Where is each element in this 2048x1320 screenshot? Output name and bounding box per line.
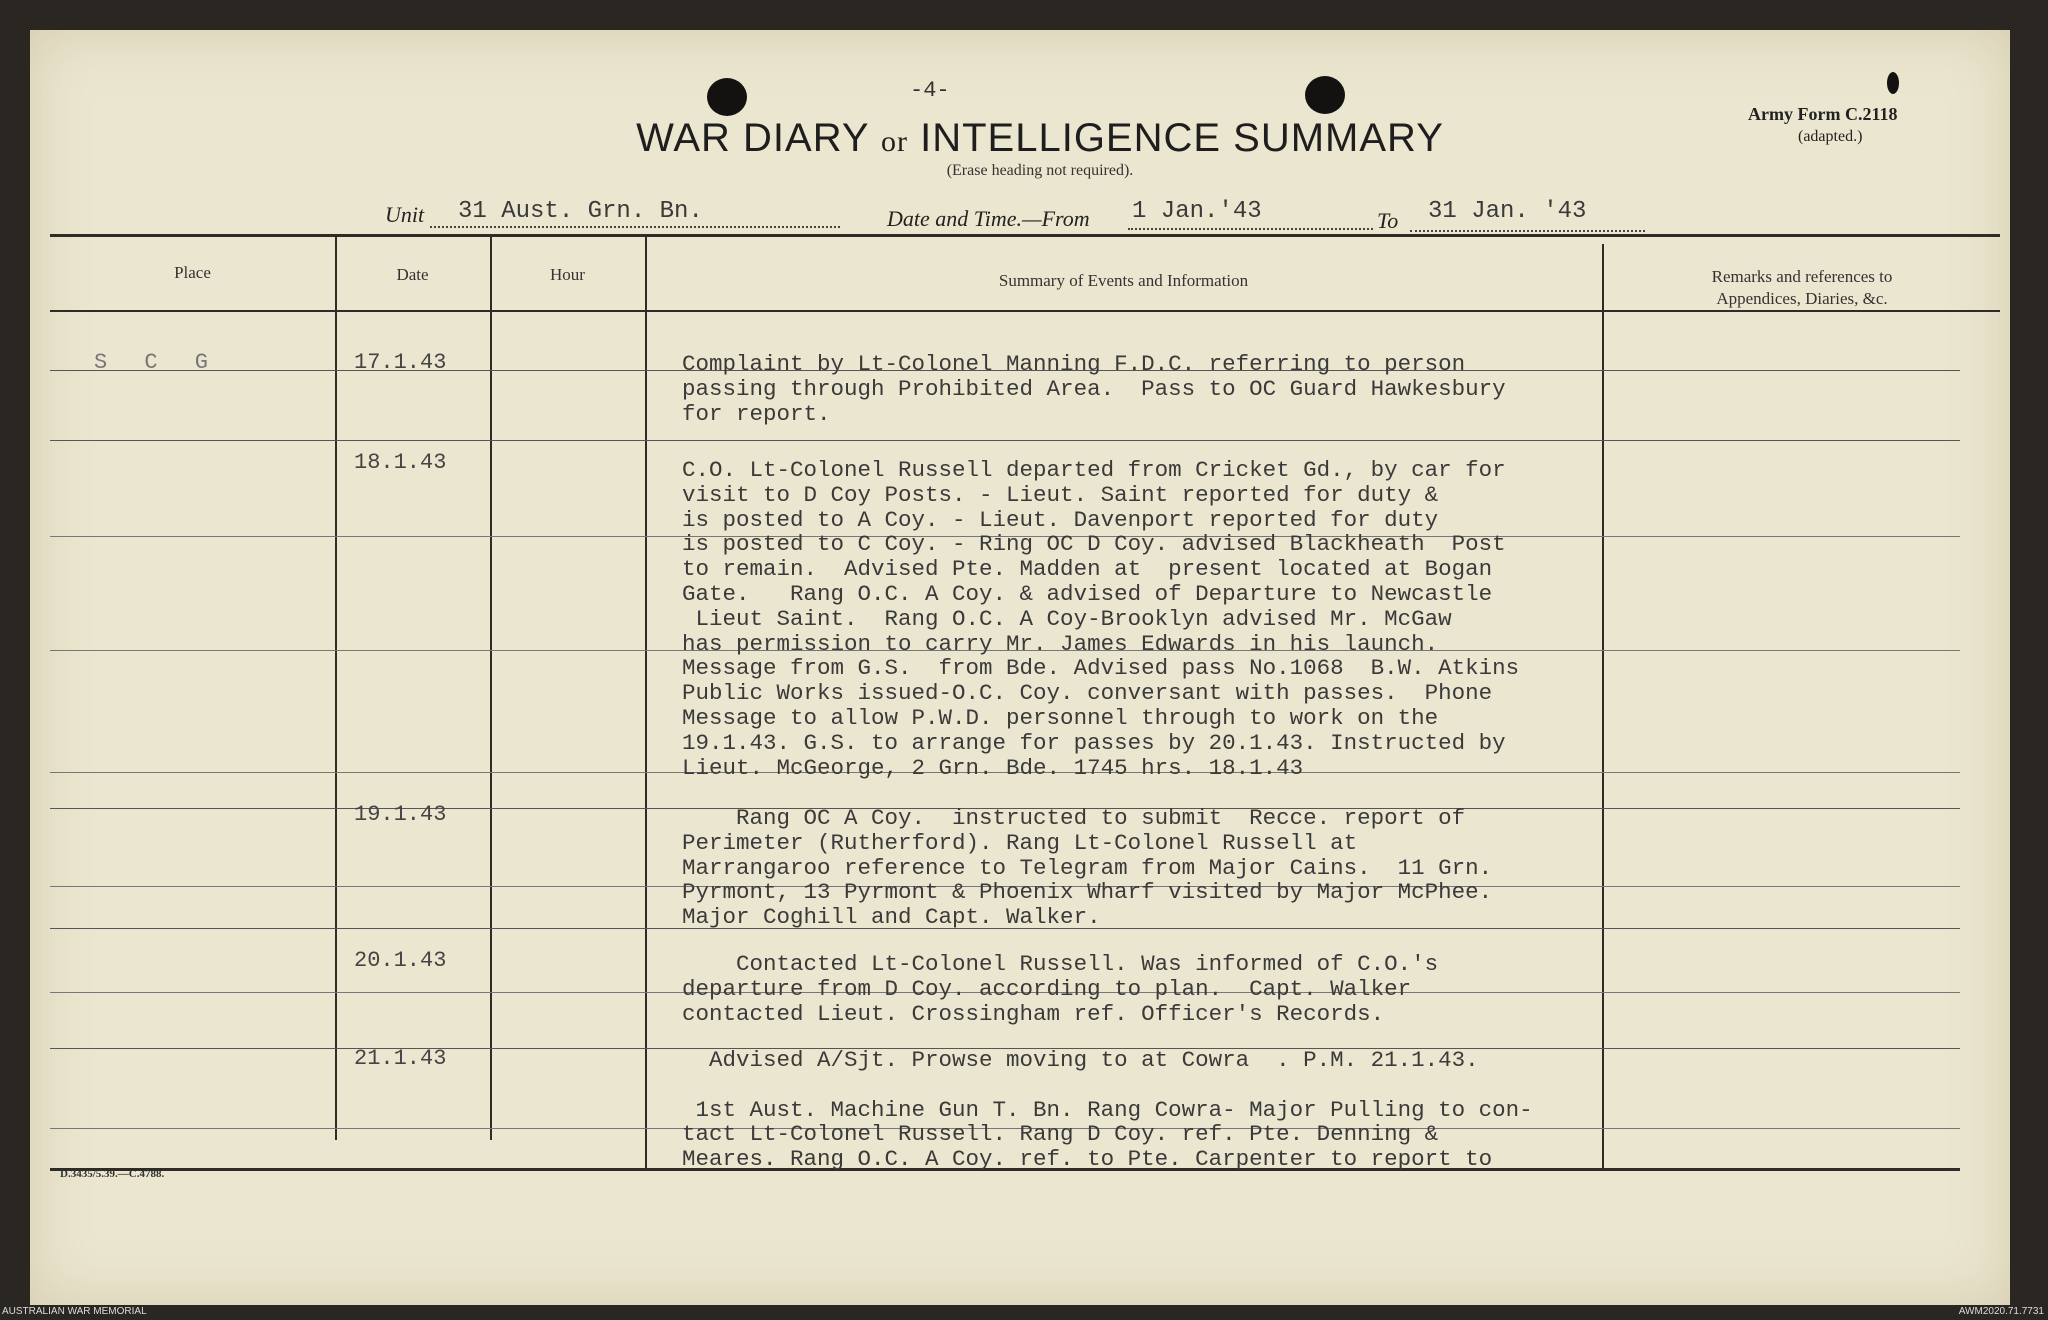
page-number: -4-: [910, 78, 950, 103]
diary-sheet: [30, 30, 2010, 1305]
date-from-value: 1 Jan.'43: [1132, 198, 1262, 225]
army-form-adapted: (adapted.): [1798, 128, 1863, 145]
column-header-hour: Hour: [550, 265, 585, 284]
column-divider: [645, 234, 647, 1168]
column-header-place: Place: [174, 263, 211, 282]
date-from-label: Date and Time.—From: [887, 206, 1090, 231]
diary-entry: Rang OC A Coy. instructed to submit Recce. report of Perimeter (Rutherford). Rang Lt-Colonel Russell at Marrangaroo reference to Telegram from Major Cains. 11 Grn. Pyrmont, 13 Pyrmont & Phoenix Wharf visited by Major McPhee. Major Coghill and Capt. Walker.: [682, 805, 1493, 931]
column-header-summary: Summary of Events and Information: [998, 271, 1249, 290]
diary-entry: Complaint by Lt-Colonel Manning F.D.C. referring to person passing through Prohibited Area. Pass to OC Guard Hawkesbury for report.: [682, 351, 1506, 427]
form-print-code: D.3435/5.39.—C.4788.: [60, 1168, 165, 1180]
diary-entry: Contacted Lt-Colonel Russell. Was informed of C.O.'s departure from D Coy. according to plan. Capt. Walker contacted Lieut. Crossingham ref. Officer's Records.: [682, 951, 1439, 1027]
entry-date: 18.1.43: [354, 450, 447, 475]
page-title: WAR DIARY or INTELLIGENCE SUMMARY: [636, 116, 1444, 160]
date-to-dotted-line: [1410, 230, 1645, 232]
date-from-dotted-line: [1128, 228, 1373, 230]
diary-entry: Advised A/Sjt. Prowse moving to at Cowra . P.M. 21.1.43. 1st Aust. Machine Gun T. Bn. Rang Cowra- Major Pulling to con- tact Lt-Colonel Russell. Rang D Coy. ref. Pte. Denning & Meares. Rang O.C. A Coy. ref. to Pte. Carpenter to report to: [682, 1047, 1533, 1173]
table-top-border: [50, 234, 2000, 237]
row-rule: [50, 440, 1960, 441]
column-header-date: Date: [396, 265, 429, 284]
entry-date: 17.1.43: [354, 350, 447, 375]
entry-date: 20.1.43: [354, 948, 447, 973]
unit-label: Unit: [385, 202, 425, 227]
column-header-remarks: Remarks and references to Appendices, Diaries, &c.: [1711, 267, 1893, 308]
punch-hole: [1305, 76, 1345, 114]
entry-date: 21.1.43: [354, 1046, 447, 1071]
date-to-label: To: [1377, 208, 1399, 233]
punch-hole: [707, 78, 747, 116]
unit-dotted-line: [430, 226, 840, 228]
unit-value: 31 Aust. Grn. Bn.: [458, 198, 703, 225]
date-to-value: 31 Jan. '43: [1428, 198, 1587, 225]
page-subtitle: (Erase heading not required).: [946, 162, 1134, 179]
diary-entry: C.O. Lt-Colonel Russell departed from Cricket Gd., by car for visit to D Coy Posts. - Lieut. Saint reported for duty & is posted to A Coy. - Lieut. Davenport reported for duty is posted to C Coy. - Ring OC D Coy. advised Blackheath Post to remain. Advised Pte. Madden at present located at Bogan Gate. Rang O.C. A Coy. & advised of Departure to Newcastle Lieut Saint. Rang O.C. A Coy-Brooklyn advised Mr. McGaw has permission to carry Mr. James Edwards in his launch. Message from G.S. from Bde. Advised pass No.1068 B.W. Atkins Public Works issued-O.C. Coy. conversant with passes. Phone Message to allow P.W.D. personnel through to work on the 19.1.43. G.S. to arrange for passes by 20.1.43. Instructed by Lieut. McGeorge, 2 Grn. Bde. 1745 hrs. 18.1.43: [682, 457, 1520, 781]
punch-hole: [1887, 72, 1899, 94]
army-form-label: Army Form C.2118: [1748, 104, 1898, 124]
credit-right: AWM2020.71.7731: [1958, 1306, 2044, 1317]
place-value: S C G: [94, 350, 221, 375]
entry-date: 19.1.43: [354, 802, 447, 827]
header-bottom-border: [50, 310, 2000, 312]
credit-left: AUSTRALIAN WAR MEMORIAL: [2, 1306, 147, 1317]
